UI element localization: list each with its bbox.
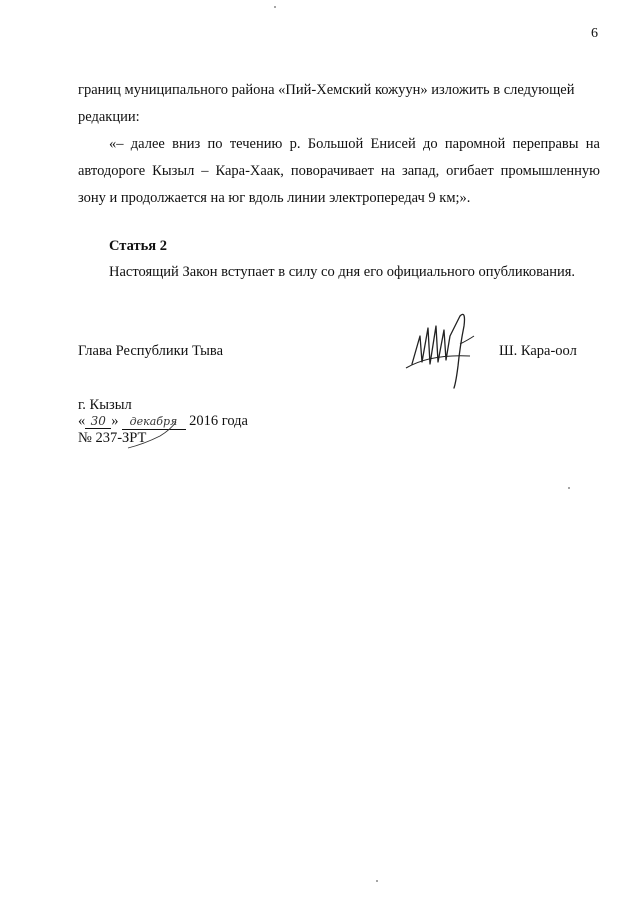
date-open-quote: « bbox=[78, 413, 86, 429]
article-text: Настоящий Закон вступает в силу со дня его официального опубликования. bbox=[109, 264, 576, 280]
paragraph-1-line-2: редакции: bbox=[78, 109, 140, 125]
scan-speck bbox=[274, 6, 276, 8]
date-year: 2016 года bbox=[189, 413, 248, 429]
date-close-quote: » bbox=[111, 413, 119, 429]
scan-speck bbox=[568, 487, 570, 489]
paragraph-1 bbox=[78, 77, 600, 131]
law-number: № 237-ЗРТ bbox=[78, 430, 147, 446]
signatory-title: Глава Республики Тыва bbox=[78, 343, 224, 359]
paragraph-2: «– далее вниз по течению р. Большой Енисей до паромной переправы на автодороге Кызыл – Кара-Хаак, поворачивает на запад, огибает промышленную зону и продолжается на юг вдоль линии электропередач 9 км;». bbox=[78, 136, 600, 206]
article-heading: Статья 2 bbox=[109, 238, 167, 254]
date-day: 30 bbox=[85, 414, 111, 429]
signatory-name: Ш. Кара-оол bbox=[499, 343, 577, 359]
scan-speck bbox=[376, 880, 378, 882]
handwritten-mark bbox=[120, 418, 180, 454]
date-month: декабря bbox=[122, 415, 186, 430]
handwritten-signature bbox=[400, 306, 480, 390]
paragraph-1-line-1: границ муниципального района «Пий-Хемский кожуун» изложить в следующей bbox=[78, 82, 575, 98]
place-of-signing: г. Кызыл bbox=[78, 397, 132, 413]
page-number: 6 bbox=[591, 26, 598, 41]
